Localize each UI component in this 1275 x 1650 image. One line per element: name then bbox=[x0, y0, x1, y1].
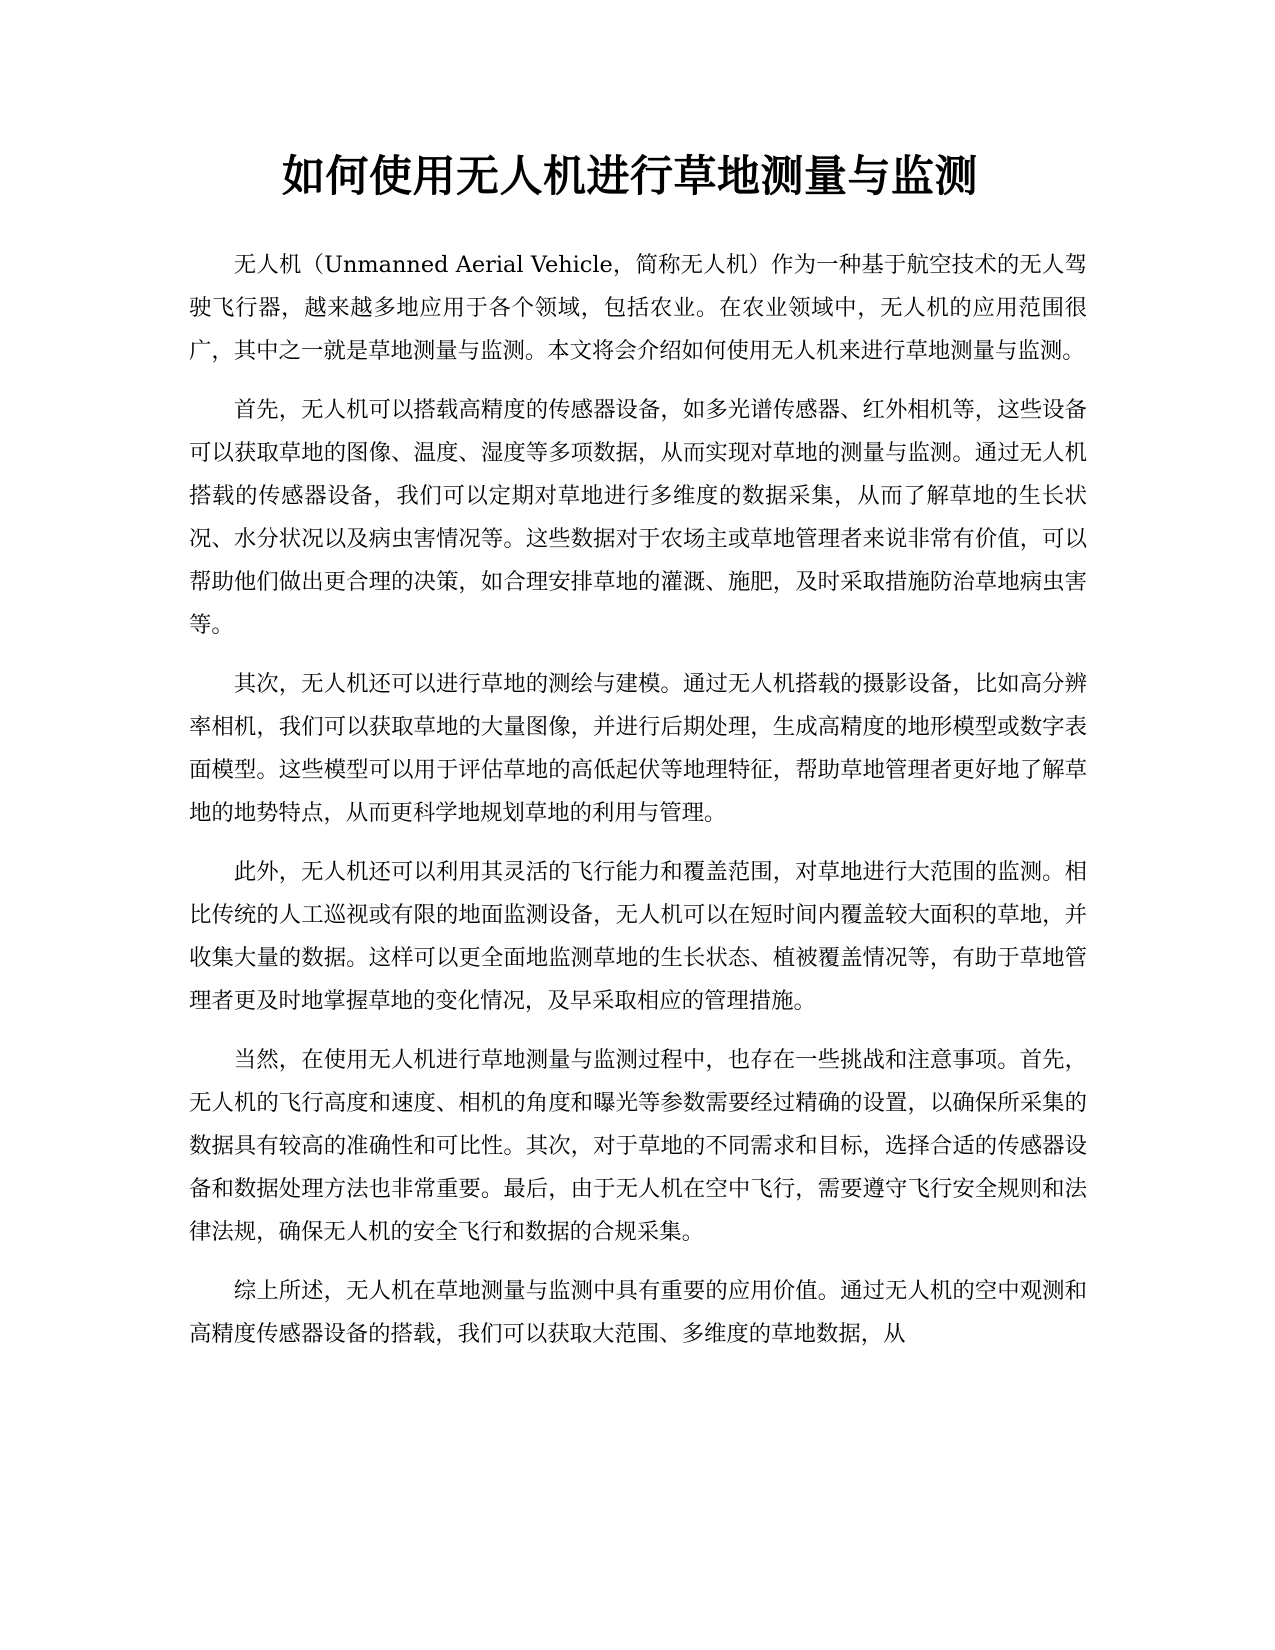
document-title: 如何使用无人机进行草地测量与监测 bbox=[282, 152, 978, 202]
paragraph-mapping: 其次，无人机还可以进行草地的测绘与建模。通过无人机搭载的摄影设备，比如高分辨率相机，我们可以获取草地的大量图像，并进行后期处理，生成高精度的地形模型或数字表面模型。这些模型可以用于评估草地的高低起伏等地理特征，帮助草地管理者更好地了解草地的地势特点，从而更科学地规划草地的利用与管理。 bbox=[189, 671, 1087, 826]
paragraph-sensors: 首先，无人机可以搭载高精度的传感器设备，如多光谱传感器、红外相机等，这些设备可以获取草地的图像、温度、湿度等多项数据，从而实现对草地的测量与监测。通过无人机搭载的传感器设备，我们可以定期对草地进行多维度的数据采集，从而了解草地的生长状况、水分状况以及病虫害情况等。这些数据对于农场主或草地管理者来说非常有价值，可以帮助他们做出更合理的决策，如合理安排草地的灌溉、施肥，及时采取措施防治草地病虫害等。 bbox=[189, 397, 1087, 638]
paragraph-summary: 综上所述，无人机在草地测量与监测中具有重要的应用价值。通过无人机的空中观测和高精度传感器设备的搭载，我们可以获取大范围、多维度的草地数据，从 bbox=[189, 1278, 1087, 1347]
document-body bbox=[189, 244, 1087, 1372]
paragraph-coverage: 此外，无人机还可以利用其灵活的飞行能力和覆盖范围，对草地进行大范围的监测。相比传统的人工巡视或有限的地面监测设备，无人机可以在短时间内覆盖较大面积的草地，并收集大量的数据。这样可以更全面地监测草地的生长状态、植被覆盖情况等，有助于草地管理者更及时地掌握草地的变化情况，及早采取相应的管理措施。 bbox=[189, 859, 1087, 1014]
paragraph-intro: 无人机（Unmanned Aerial Vehicle，简称无人机）作为一种基于航空技术的无人驾驶飞行器，越来越多地应用于各个领域，包括农业。在农业领域中，无人机的应用范围很广，其中之一就是草地测量与监测。本文将会介绍如何使用无人机来进行草地测量与监测。 bbox=[189, 252, 1087, 364]
paragraph-challenges: 当然，在使用无人机进行草地测量与监测过程中，也存在一些挑战和注意事项。首先，无人机的飞行高度和速度、相机的角度和曝光等参数需要经过精确的设置，以确保所采集的数据具有较高的准确性和可比性。其次，对于草地的不同需求和目标，选择合适的传感器设备和数据处理方法也非常重要。最后，由于无人机在空中飞行，需要遵守飞行安全规则和法律法规，确保无人机的安全飞行和数据的合规采集。 bbox=[189, 1047, 1087, 1245]
